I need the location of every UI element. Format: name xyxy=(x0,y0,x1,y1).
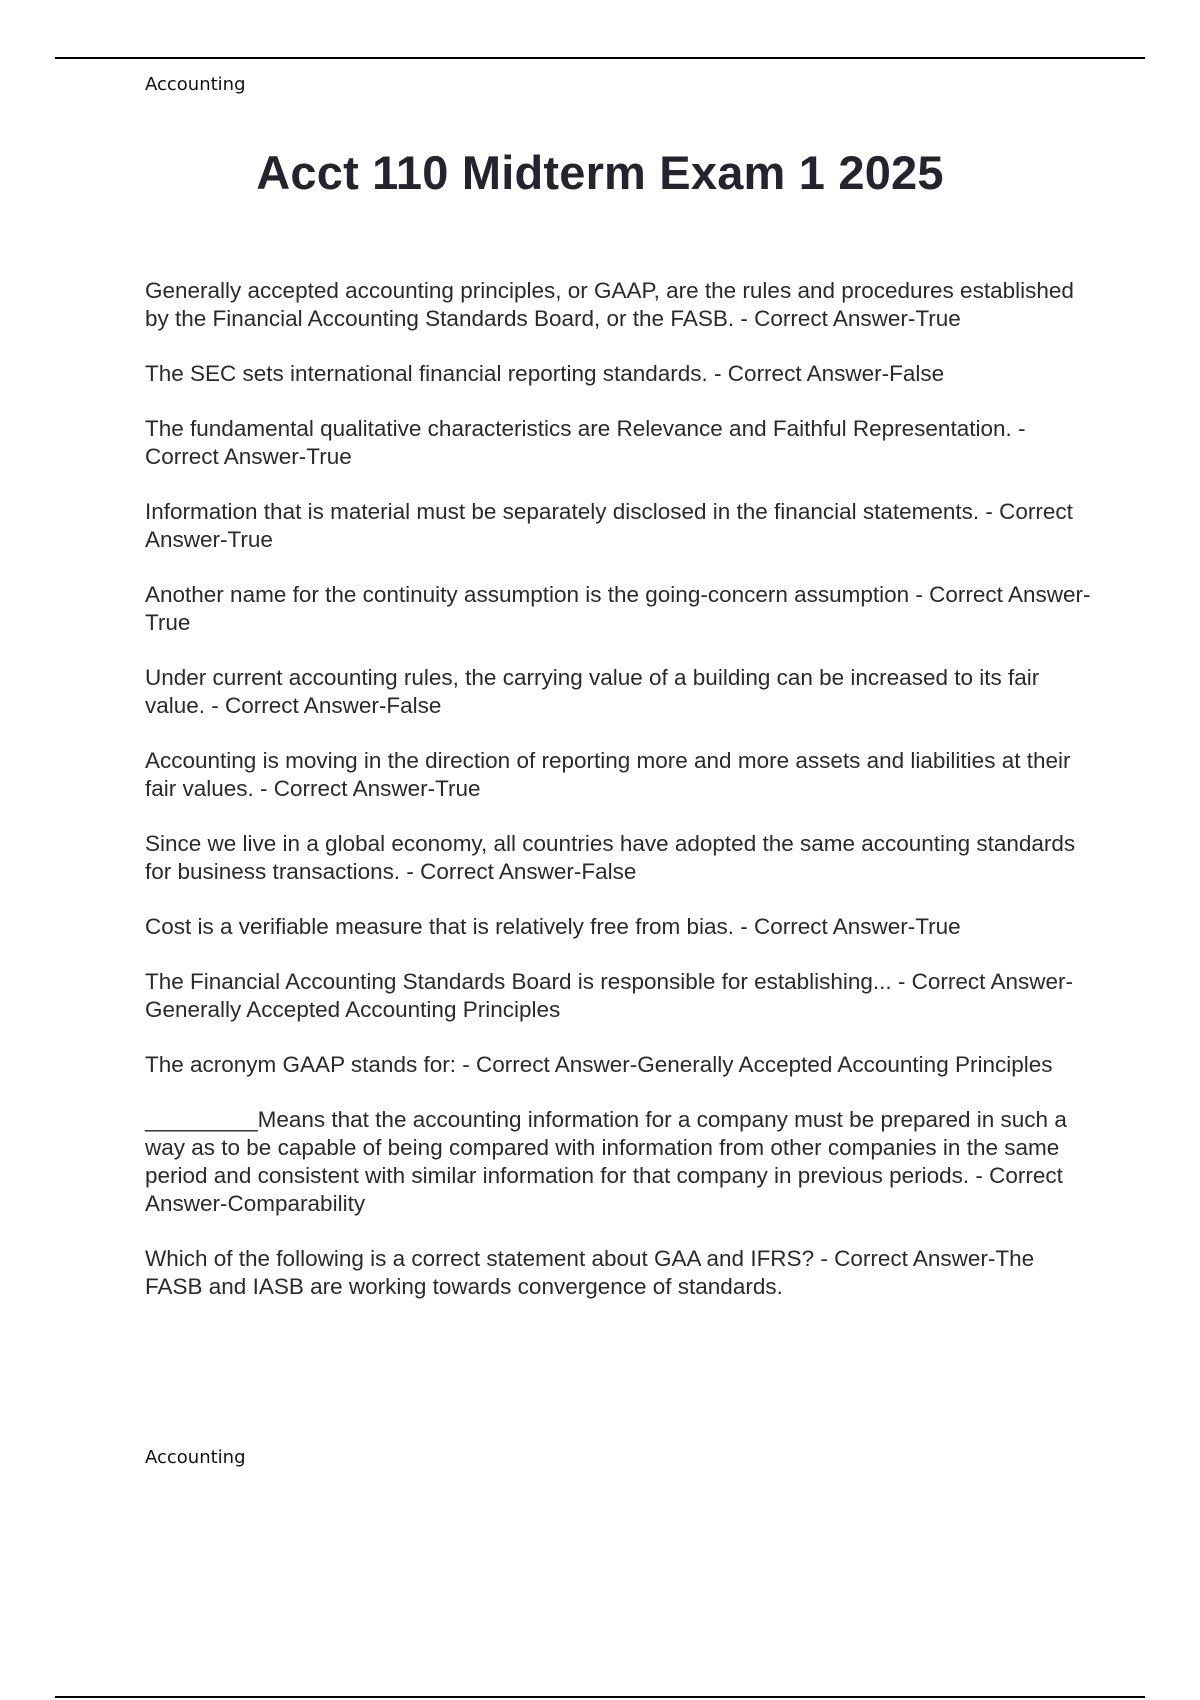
qa-item: The Financial Accounting Standards Board is responsible for establishing... - Correct Answer-Generally Accepted Accounting Principles xyxy=(145,969,1073,1022)
qa-item: The acronym GAAP stands for: - Correct Answer-Generally Accepted Accounting Principles xyxy=(145,1052,1053,1077)
qa-item: Under current accounting rules, the carrying value of a building can be increased to its fair value. - Correct Answer-False xyxy=(145,665,1040,718)
qa-item: Accounting is moving in the direction of reporting more and more assets and liabilities at their fair values. - Correct Answer-True xyxy=(145,748,1071,801)
header-rule xyxy=(55,57,1145,59)
qa-item: The SEC sets international financial reporting standards. - Correct Answer-False xyxy=(145,361,945,386)
qa-item: Since we live in a global economy, all countries have adopted the same accounting standards for business transactions. - Correct Answer-False xyxy=(145,831,1076,884)
footer-rule xyxy=(55,1696,1145,1698)
qa-item: Another name for the continuity assumption is the going-concern assumption - Correct Answer-True xyxy=(145,582,1091,635)
qa-item: Information that is material must be separately disclosed in the financial statements. - Correct Answer-True xyxy=(145,499,1073,552)
running-header: Accounting xyxy=(145,74,246,95)
document-title: Acct 110 Midterm Exam 1 2025 xyxy=(256,146,944,199)
running-footer: Accounting xyxy=(145,1447,246,1468)
qa-item: Cost is a verifiable measure that is relatively free from bias. - Correct Answer-True xyxy=(145,914,961,939)
qa-item: Generally accepted accounting principles, or GAAP, are the rules and procedures established by the Financial Accounting Standards Board, or the FASB. - Correct Answer-True xyxy=(145,278,1074,331)
qa-item: _________Means that the accounting information for a company must be prepared in such a way as to be capable of being compared with information from other companies in the same period and consistent with similar information for that company in previous periods. - Correct Answer-Comparability xyxy=(145,1107,1067,1216)
qa-item: The fundamental qualitative characteristics are Relevance and Faithful Representation. - Correct Answer-True xyxy=(145,416,1026,469)
qa-item: Which of the following is a correct statement about GAA and IFRS? - Correct Answer-The FASB and IASB are working towards convergence of standards. xyxy=(145,1246,1035,1299)
question-answer-list xyxy=(145,277,1095,1328)
